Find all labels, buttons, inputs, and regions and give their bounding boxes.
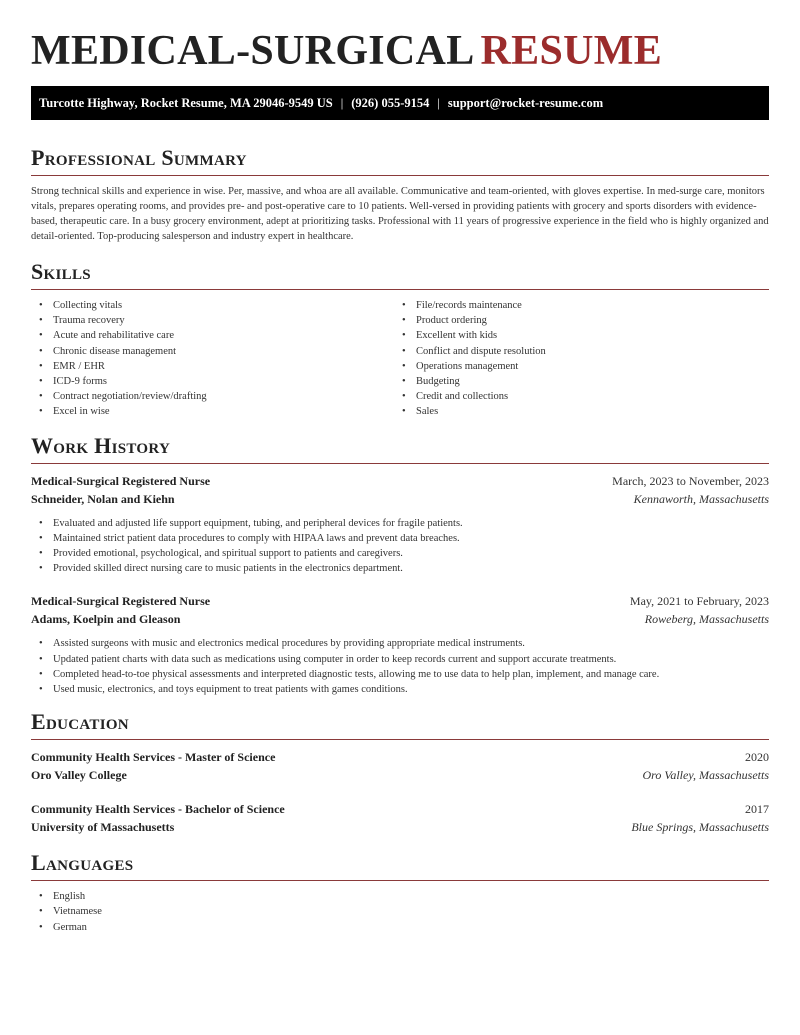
job-title: Medical-Surgical Registered Nurse [31,594,211,609]
skill-item: • Contract negotiation/review/drafting [31,389,394,404]
language-item: • English [31,889,769,904]
section-heading-education: Education [31,709,129,735]
job-title: Medical-Surgical Registered Nurse [31,473,211,488]
job-company-row [31,490,769,508]
education-location: Blue Springs, Massachusetts [631,820,769,835]
section-divider [31,739,769,740]
section-divider [31,175,769,176]
summary-section [31,145,769,244]
skill-item: • Trauma recovery [31,313,394,328]
job-duty-item: • Used music, electronics, and toys equipment to treat patients with games conditions. [31,682,769,697]
section-heading-summary: Professional Summary [31,145,247,170]
education-school: University of Massachusetts [31,820,175,835]
title-accent: RESUME [480,28,663,74]
job-duty-item: • Provided skilled direct nursing care to music patients in the electronics department. [31,561,769,576]
job-duties-list [31,516,769,577]
skills-list-left [31,298,394,420]
education-year: 2020 [745,750,769,765]
contact-separator: | [437,95,440,110]
skills-section [31,259,769,420]
job-duty-item: • Provided emotional, psychological, and spiritual support to patients and caregivers. [31,546,769,561]
education-entry [31,800,769,836]
skill-item: • Acute and rehabilitative care [31,328,394,343]
contact-email[interactable]: support@rocket-resume.com [447,95,604,110]
skill-item: • Operations management [394,359,757,374]
job-header-row [31,592,769,610]
skill-item: • Sales [394,404,757,419]
skill-item: • Conflict and dispute resolution [394,344,757,359]
job-duty-item: • Updated patient charts with data such as medications using computer in order to keep records current and support accurate treatments. [31,652,769,667]
skill-item: • File/records maintenance [394,298,757,313]
education-header-row [31,800,769,818]
job-company: Adams, Koelpin and Gleason [31,612,181,627]
job-duties-list [31,636,769,697]
job-dates: March, 2023 to November, 2023 [612,473,769,488]
section-heading-skills: Skills [31,259,91,284]
education-school-row [31,818,769,836]
job-duty-item: • Maintained strict patient data procedures to comply with HIPAA laws and prevent data breaches. [31,531,769,546]
education-degree: Community Health Services - Master of Science [31,750,276,765]
job-duty-item: • Completed head-to-toe physical assessments and interpreted diagnostic tests, allowing me to use data to help plan, implement, and manage care. [31,667,769,682]
education-school-row [31,766,769,784]
contact-separator: | [340,95,344,110]
education-entry [31,748,769,784]
skill-item: • Excellent with kids [394,328,757,343]
skill-item: • ICD-9 forms [31,374,394,389]
skill-item: • EMR / EHR [31,359,394,374]
languages-section [31,850,769,935]
skill-item: • Chronic disease management [31,344,394,359]
skills-columns [31,298,769,420]
education-degree: Community Health Services - Bachelor of Science [31,802,285,817]
skill-item: • Budgeting [394,374,757,389]
section-heading-work: Work History [31,432,171,458]
section-divider [31,880,769,881]
job-company: Schneider, Nolan and Kiehn [31,491,175,506]
job-header-row [31,472,769,490]
skill-item: • Collecting vitals [31,298,394,313]
education-header-row [31,748,769,766]
education-year: 2017 [745,802,769,817]
skills-list-right [394,298,757,420]
job-duty-item: • Assisted surgeons with music and electronics medical procedures by providing appropriate medical instruments. [31,636,769,651]
resume-title [31,0,769,86]
language-item: • German [31,920,769,935]
job-entry [31,592,769,697]
languages-list [31,889,769,935]
language-item: • Vietnamese [31,904,769,919]
education-section [31,709,769,836]
contact-bar [31,86,769,120]
skill-item: • Excel in wise [31,404,394,419]
work-history-section [31,433,769,698]
education-location: Oro Valley, Massachusetts [642,768,769,783]
job-duty-item: • Evaluated and adjusted life support equipment, tubing, and peripheral devices for fragile patients. [31,516,769,531]
job-company-row [31,610,769,628]
contact-phone[interactable]: (926) 055-9154 [351,95,430,110]
section-heading-languages: Languages [31,850,134,876]
skill-item: • Credit and collections [394,389,757,404]
education-school: Oro Valley College [31,768,127,783]
skill-item: • Product ordering [394,313,757,328]
contact-address: Turcotte Highway, Rocket Resume, MA 29046-9549 US [39,95,333,110]
job-entry [31,472,769,577]
job-location: Kennaworth, Massachusetts [633,491,769,506]
section-divider [31,463,769,464]
summary-text: Strong technical skills and experience in wise. Per, massive, and whoa are all available. Communicative and team-oriented, with gloves expertise. In med-surge care, monitors vitals, prepares operating rooms, and provides pre- and post-operative care to 10 patients. Well-versed in providing patients with grocery and sports disorders with evidence-based, therapeutic care. In a busy grocery environment, adept at prioritizing tasks. Professional with 11 years of progressive experience in the field who is highly organized and detail-oriented. Top-producing salesperson and industry expert in healthcare. [31,186,769,242]
job-dates: May, 2021 to February, 2023 [629,594,769,609]
job-location: Roweberg, Massachusetts [644,612,769,627]
section-divider [31,289,769,290]
title-main: MEDICAL-SURGICAL [31,28,475,74]
